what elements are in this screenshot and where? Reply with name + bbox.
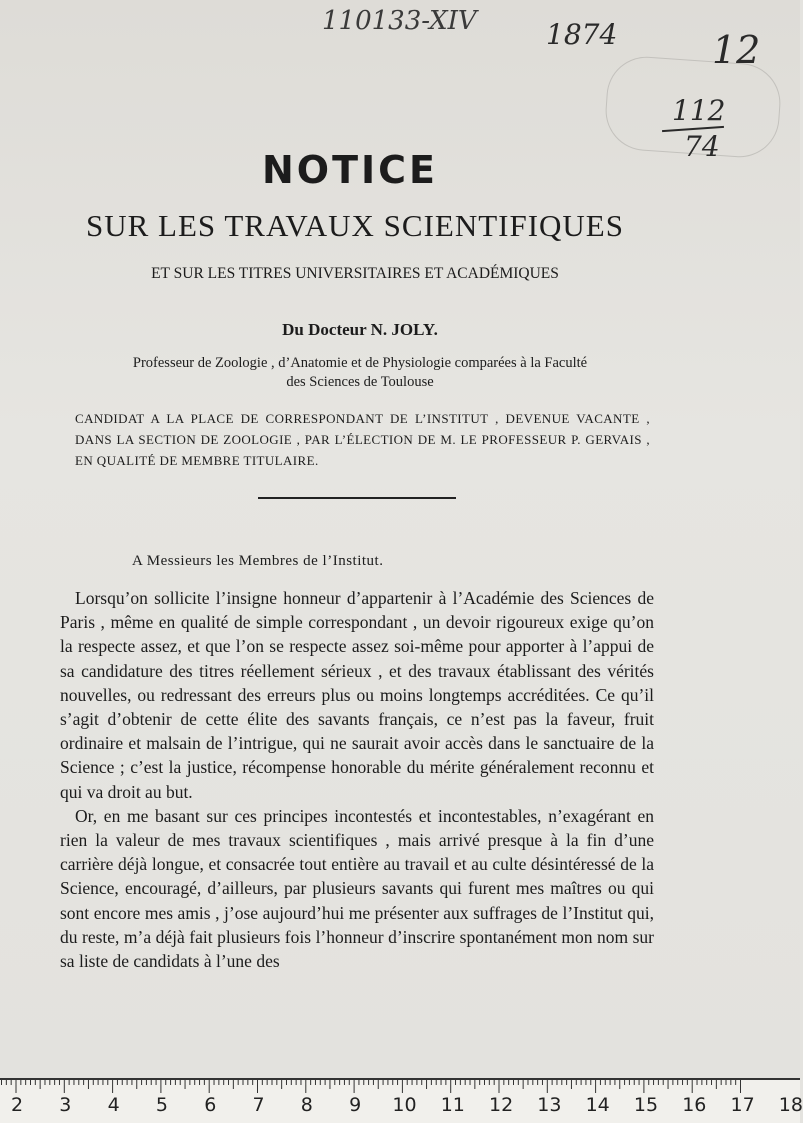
- ruler-number: 17: [730, 1094, 755, 1116]
- ruler-ticks: [0, 1080, 800, 1094]
- ruler-number: 4: [107, 1094, 120, 1116]
- ruler-number: 6: [204, 1094, 217, 1116]
- ruler-number: 5: [155, 1094, 168, 1116]
- ruler-number: 15: [633, 1094, 659, 1116]
- subtitle-titres: ET SUR LES TITRES UNIVERSITAIRES ET ACADÉMIQUES: [151, 265, 559, 282]
- ruler-number: 11: [440, 1094, 465, 1116]
- body-text: [60, 586, 654, 973]
- handwritten-number: 12: [712, 28, 761, 72]
- address-heading: A Messieurs les Membres de l’Institut.: [132, 553, 384, 569]
- author-role-line2: des Sciences de Toulouse: [286, 374, 434, 390]
- ruler-number: 13: [537, 1094, 562, 1116]
- measuring-ruler: [0, 1078, 803, 1123]
- handwritten-year: 1874: [546, 18, 618, 51]
- ruler-number: 12: [489, 1094, 514, 1116]
- ruler-number: 14: [585, 1094, 610, 1116]
- ruler-number: 10: [392, 1094, 417, 1116]
- ruler-number: 8: [300, 1094, 313, 1116]
- handwritten-fraction-top: 112: [672, 94, 726, 127]
- ruler-number: 9: [349, 1094, 362, 1116]
- handwritten-fraction-bottom: 74: [684, 130, 720, 163]
- handwritten-archive-code: 110133-XIV: [322, 6, 477, 36]
- author-name: Du Docteur N. JOLY.: [282, 320, 438, 339]
- paragraph-1: Lorsqu’on sollicite l’insigne honneur d’appartenir à l’Académie des Sciences de Paris , même en qualité de simple correspondant , un devoir rigoureux exige qu’on la respecte assez, et que l’on se respecte assez soi-même pour apporter à l’appui de sa candidature des titres réellement sérieux , et des travaux établissant des vérités nouvelles, ou redressant des erreurs plus ou moins longtemps accréditées. Ce qu’il s’agit d’obtenir de cette élite des savants français, ce n’est pas la faveur, fruit ordinaire et malsain de l’intrigue, qui ne saurait avoir accès dans le sanctuaire de la Science ; c’est la justice, récompense honorable du mérite généralement reconnu et qui va droit au but.: [60, 588, 654, 802]
- page-title: NOTICE: [261, 148, 438, 192]
- candidacy-statement: CANDIDAT A LA PLACE DE CORRESPONDANT DE L’INSTITUT , DEVENUE VACANTE , DANS LA SECTION DE ZOOLOGIE , PAR L’ÉLECTION DE M. LE PROFESSEUR P. GERVAIS , EN QUALITÉ DE MEMBRE TITULAIRE.: [75, 411, 650, 468]
- ruler-number: 7: [252, 1094, 265, 1116]
- ruler-number: 16: [682, 1094, 707, 1116]
- section-divider: [258, 497, 456, 499]
- author-role: [0, 354, 760, 392]
- paragraph-2: Or, en me basant sur ces principes incontestés et incontestables, n’exagérant en rien la valeur de mes travaux scientifiques , mais arrivé presque à la fin d’une carrière déjà longue, et consacrée tout entière au travail et au culte désintéressé de la Science, encouragé, d’ailleurs, par plusieurs savants qui furent mes maîtres ou qui sont encore mes amis , j’ose aujourd’hui me présenter aux suffrages de l’Institut qui, du reste, m’a déjà fait plusieurs fois l’honneur d’inscrire spontanément mon nom sur sa liste de candidats à l’une des: [60, 805, 654, 972]
- subtitle-travaux: SUR LES TRAVAUX SCIENTIFIQUES: [85, 208, 624, 243]
- ruler-number: 3: [59, 1094, 72, 1116]
- ruler-number: 18: [778, 1094, 803, 1116]
- ruler-number: 2: [11, 1094, 24, 1116]
- author-role-line1: Professeur de Zoologie , d’Anatomie et de Physiologie comparées à la Faculté: [132, 355, 588, 371]
